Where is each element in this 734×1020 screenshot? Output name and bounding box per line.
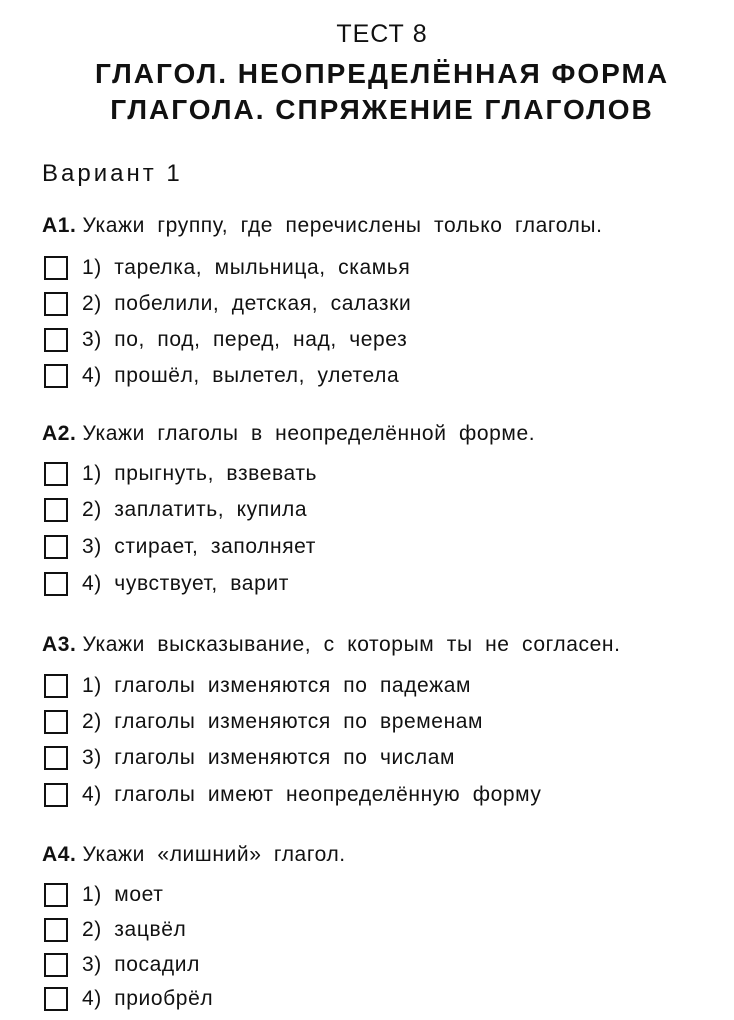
option-text: 3) по, под, перед, над, через — [82, 328, 408, 351]
option-text: 1) тарелка, мыльница, скамья — [82, 256, 411, 279]
option-text: 1) глаголы изменяются по падежам — [82, 674, 472, 697]
option-a4-2[interactable] — [44, 916, 186, 944]
option-a4-3[interactable] — [44, 951, 200, 979]
title-line-2: ГЛАГОЛА. СПРЯЖЕНИЕ ГЛАГОЛОВ — [110, 94, 654, 125]
option-text: 1) моет — [82, 883, 164, 906]
option-text: 2) побелили, детская, салазки — [82, 292, 412, 315]
option-a1-3[interactable] — [44, 326, 407, 354]
option-text: 1) прыгнуть, взвевать — [82, 462, 318, 485]
question-a3 — [42, 633, 621, 657]
title-line-1: ГЛАГОЛ. НЕОПРЕДЕЛЁННАЯ ФОРМА — [94, 58, 670, 89]
option-a2-2[interactable] — [44, 496, 307, 524]
question-number: А4. — [42, 843, 77, 866]
option-a2-4[interactable] — [44, 570, 289, 598]
option-a4-1[interactable] — [44, 881, 163, 909]
checkbox[interactable] — [44, 498, 68, 522]
question-a4 — [42, 843, 346, 867]
checkbox[interactable] — [44, 292, 68, 316]
option-a1-2[interactable] — [44, 290, 411, 318]
option-text: 4) чувствует, варит — [82, 572, 289, 595]
option-a1-4[interactable] — [44, 362, 399, 390]
option-text: 4) прошёл, вылетел, улетела — [82, 364, 400, 387]
option-text: 2) глаголы изменяются по временам — [82, 710, 484, 733]
variant-label: Вариант 1 — [42, 160, 183, 187]
checkbox[interactable] — [44, 918, 68, 942]
checkbox[interactable] — [44, 987, 68, 1011]
option-a1-1[interactable] — [44, 254, 410, 282]
checkbox[interactable] — [44, 783, 68, 807]
checkbox[interactable] — [44, 710, 68, 734]
question-text: Укажи глаголы в неопределённой форме. — [82, 422, 536, 445]
question-text: Укажи высказывание, с которым ты не согласен. — [82, 633, 621, 656]
option-text: 2) зацвёл — [82, 918, 187, 941]
option-a3-3[interactable] — [44, 744, 455, 772]
option-a3-1[interactable] — [44, 672, 471, 700]
option-text: 4) приобрёл — [82, 987, 214, 1010]
question-text: Укажи «лишний» глагол. — [82, 843, 346, 866]
question-a1 — [42, 214, 603, 238]
option-text: 2) заплатить, купила — [82, 498, 308, 521]
checkbox[interactable] — [44, 462, 68, 486]
option-text: 3) глаголы изменяются по числам — [82, 746, 456, 769]
option-text: 3) стирает, заполняет — [82, 535, 316, 558]
checkbox[interactable] — [44, 953, 68, 977]
option-a4-4[interactable] — [44, 985, 213, 1013]
checkbox[interactable] — [44, 572, 68, 596]
checkbox[interactable] — [44, 746, 68, 770]
option-a2-3[interactable] — [44, 533, 316, 561]
option-a3-4[interactable] — [44, 781, 542, 809]
checkbox[interactable] — [44, 883, 68, 907]
option-a2-1[interactable] — [44, 460, 317, 488]
option-a3-2[interactable] — [44, 708, 483, 736]
checkbox[interactable] — [44, 364, 68, 388]
test-number: ТЕСТ 8 — [336, 20, 428, 48]
checkbox[interactable] — [44, 535, 68, 559]
option-text: 4) глаголы имеют неопределённую форму — [82, 783, 542, 806]
checkbox[interactable] — [44, 674, 68, 698]
checkbox[interactable] — [44, 328, 68, 352]
question-number: А1. — [42, 214, 77, 237]
question-a2 — [42, 422, 535, 446]
question-number: А3. — [42, 633, 77, 656]
checkbox[interactable] — [44, 256, 68, 280]
question-text: Укажи группу, где перечислены только глаголы. — [82, 214, 603, 237]
question-number: А2. — [42, 422, 77, 445]
option-text: 3) посадил — [82, 953, 200, 976]
